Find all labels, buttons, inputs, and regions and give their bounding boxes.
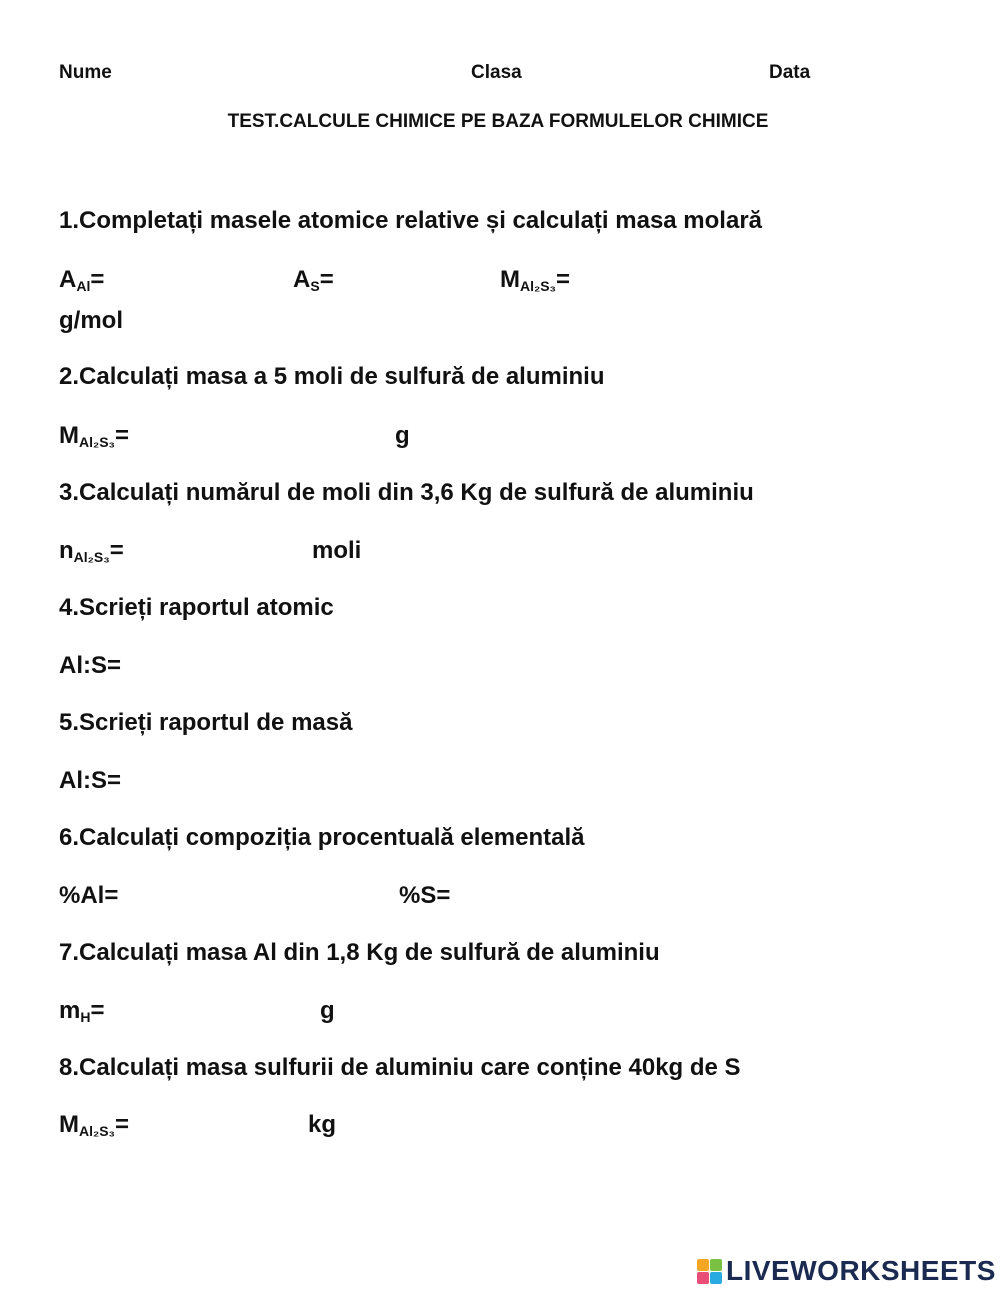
unit-2: g [395, 422, 410, 449]
question-7: 7.Calculați masa Al din 1,8 Kg de sulfură de aluminiu [59, 939, 660, 966]
unit-8: kg [308, 1111, 337, 1138]
answer-3: $n_{Al_2S_3}=$ [59, 537, 124, 565]
question-8: 8.Calculați masa sulfurii de aluminiu care conține 40kg de S [59, 1054, 741, 1081]
answer-7: $m_H=$ [59, 997, 105, 1025]
liveworksheets-logo-icon [697, 1259, 722, 1284]
liveworksheets-logo [697, 1257, 996, 1285]
question-4: 4.Scrieți raportul atomic [59, 594, 334, 621]
name-label: Nume [59, 62, 112, 83]
unit-7: g [320, 997, 335, 1024]
question-2: 2.Calculați masa a 5 moli de sulfură de aluminiu [59, 363, 605, 390]
unit-3: moli [312, 537, 362, 564]
page-title: TEST.CALCULE CHIMICE PE BAZA FORMULELOR CHIMICE [227, 111, 769, 132]
date-label: Data [769, 62, 811, 83]
answer-4: Al:S= [59, 652, 122, 679]
answer-atomic-mass-al: $A_{Al}=$ [59, 266, 105, 294]
liveworksheets-logo-text: LIVEWORKSHEETS [726, 1255, 996, 1286]
answer-molar-mass: $M_{Al_2S_3}=$ [500, 266, 571, 294]
answer-6-al: %Al= [59, 882, 119, 909]
answer-2: $M_{Al_2S_3}=$ [59, 422, 130, 450]
question-5: 5.Scrieți raportul de masă [59, 709, 353, 736]
question-3: 3.Calculați numărul de moli din 3,6 Kg de sulfură de aluminiu [59, 479, 754, 506]
question-6: 6.Calculați compoziția procentuală elementală [59, 824, 585, 851]
answer-5: Al:S= [59, 767, 122, 794]
unit-g-mol: g/mol [59, 307, 123, 334]
answer-8: $M_{Al_2S_3}=$ [59, 1111, 130, 1139]
question-1: 1.Completați masele atomice relative și calculați masa molară [59, 207, 763, 234]
class-label: Clasa [471, 62, 522, 83]
answer-6-s: %S= [399, 882, 451, 909]
answer-atomic-mass-s: $A_S=$ [293, 266, 334, 294]
